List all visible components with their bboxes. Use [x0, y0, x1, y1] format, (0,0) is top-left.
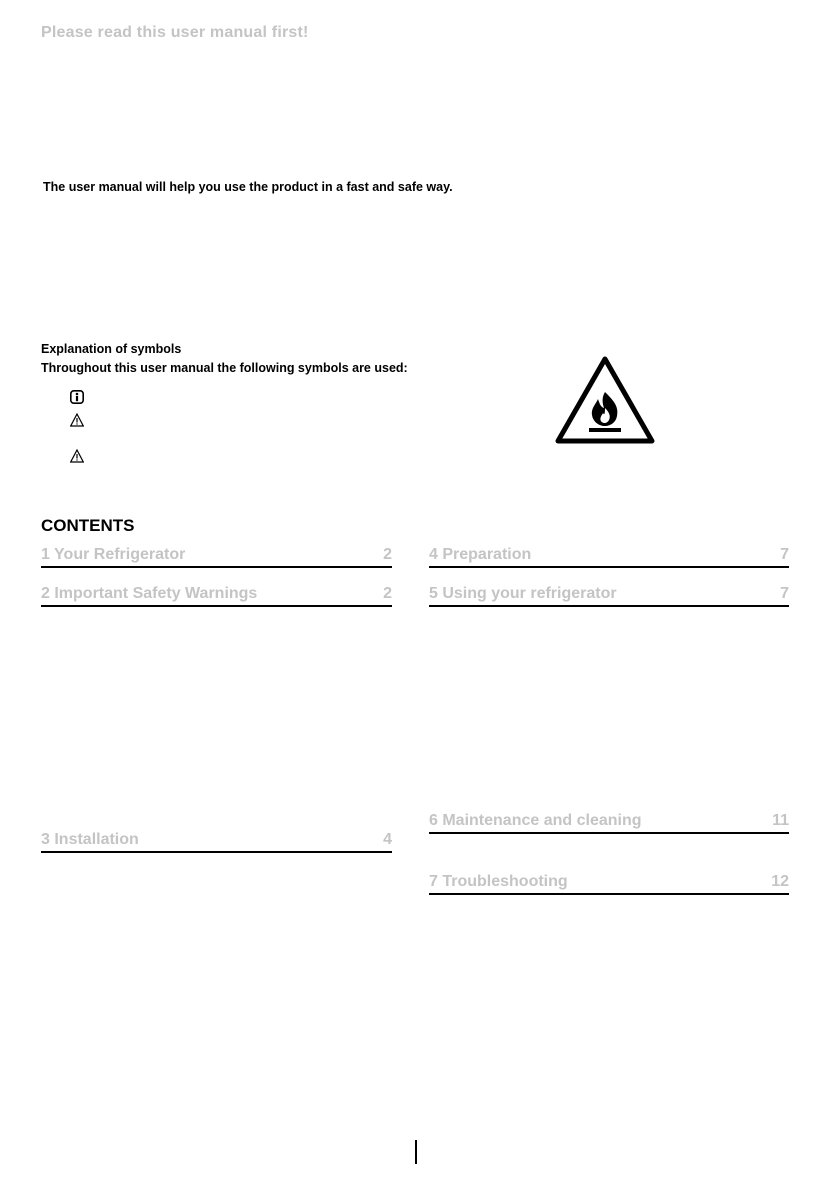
contents-heading: CONTENTS	[41, 516, 135, 535]
toc-entry-title: 4 Preparation	[429, 546, 532, 563]
toc-entry-page: 2	[383, 585, 392, 602]
intro-help-text: The user manual will help you use the product in a fast and safe way.	[43, 180, 453, 194]
page-title: Please read this user manual first!	[41, 24, 309, 41]
toc-entry-troubleshooting[interactable]	[429, 873, 789, 895]
toc-entry-page: 2	[383, 546, 392, 563]
toc-entry-safety-warnings[interactable]	[41, 585, 392, 607]
flammable-warning-icon	[555, 356, 655, 444]
toc-entry-title: 2 Important Safety Warnings	[41, 585, 258, 602]
toc-entry-preparation[interactable]	[429, 546, 789, 568]
toc-entry-page: 4	[383, 831, 392, 848]
warning-icon	[70, 413, 84, 427]
toc-entry-title: 7 Troubleshooting	[429, 873, 568, 890]
toc-entry-title: 6 Maintenance and cleaning	[429, 812, 642, 829]
toc-entry-using-refrigerator[interactable]	[429, 585, 789, 607]
toc-entry-page: 7	[780, 546, 789, 563]
toc-entry-installation[interactable]	[41, 831, 392, 853]
symbols-subheading: Throughout this user manual the following symbols are used:	[41, 361, 408, 375]
toc-entry-title: 3 Installation	[41, 831, 139, 848]
toc-entry-title: 1 Your Refrigerator	[41, 546, 186, 563]
toc-entry-page: 7	[780, 585, 789, 602]
toc-entry-page: 11	[772, 812, 789, 829]
toc-entry-maintenance[interactable]	[429, 812, 789, 834]
toc-entry-your-refrigerator[interactable]	[41, 546, 392, 568]
page-marker-divider	[415, 1140, 417, 1164]
symbols-heading: Explanation of symbols	[41, 342, 182, 356]
toc-entry-page: 12	[771, 873, 789, 890]
toc-entry-title: 5 Using your refrigerator	[429, 585, 617, 602]
warning-icon	[70, 449, 84, 463]
info-icon	[70, 390, 84, 404]
